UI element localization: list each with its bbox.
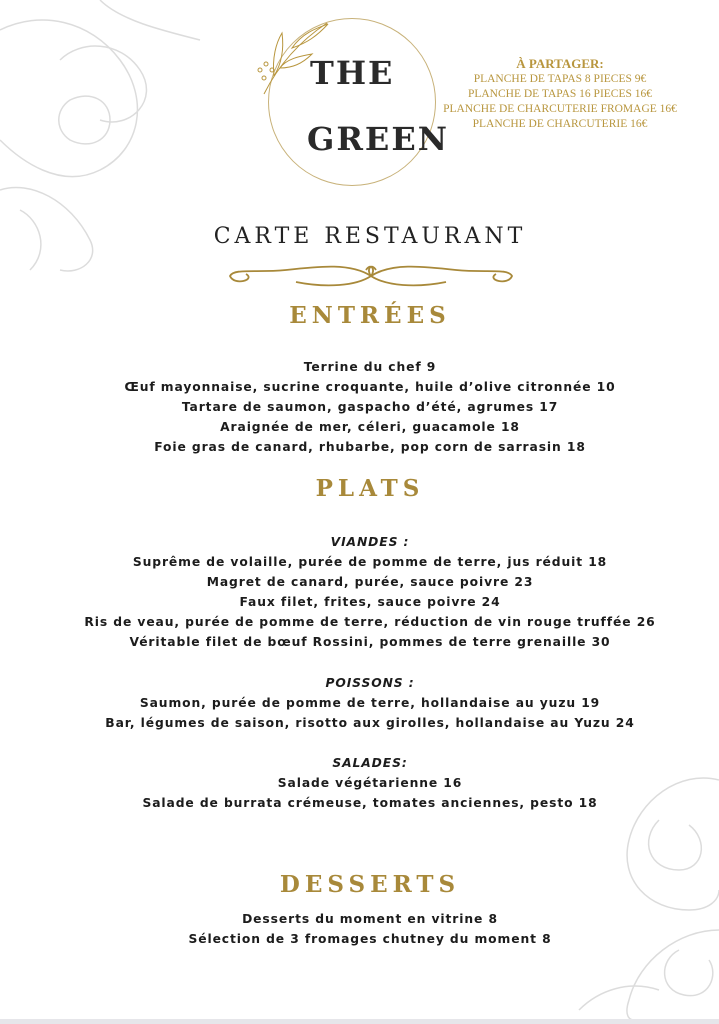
sharing-item: PLANCHE DE TAPAS 16 PIECES 16€ [467, 88, 653, 100]
menu-item: Desserts du moment en vitrine 8 [242, 912, 498, 926]
entrees-list [0, 357, 719, 457]
menu-item: Terrine du chef 9 [303, 360, 437, 374]
menu-item: Salade végétarienne 16 [277, 775, 463, 790]
heading-entrees: ENTRÉES [289, 302, 451, 329]
sharing-heading: À PARTAGER: [516, 56, 604, 71]
menu-item: Salade de burrata crémeuse, tomates anciennes, pesto 18 [142, 796, 598, 811]
subheading-poissons: POISSONS : [325, 675, 415, 690]
page-title: CARTE RESTAURANT [213, 224, 527, 249]
page-bottom-edge [0, 1019, 719, 1024]
menu-item: Saumon, purée de pomme de terre, hollandaise au yuzu 19 [139, 695, 601, 710]
menu-item: Bar, légumes de saison, risotto aux girolles, hollandaise au Yuzu 24 [105, 715, 635, 730]
subheading-viandes: VIANDES : [330, 535, 410, 549]
sharing-item: PLANCHE DE TAPAS 8 PIECES 9€ [473, 73, 647, 85]
menu-item: Araignée de mer, céleri, guacamole 18 [220, 420, 520, 435]
menu-item: Véritable filet de bœuf Rossini, pommes de terre grenaille 30 [129, 635, 611, 650]
logo-the: THE [310, 54, 395, 92]
menu-item: Œuf mayonnaise, sucrine croquante, huile d’olive citronnée 10 [124, 380, 616, 395]
menu-item: Suprême de volaille, purée de pomme de terre, jus réduit 18 [132, 555, 608, 570]
menu-item: Foie gras de canard, rhubarbe, pop corn de sarrasin 18 [154, 440, 586, 455]
heading-plats: PLATS [315, 475, 425, 502]
sharing-item: PLANCHE DE CHARCUTERIE 16€ [472, 118, 648, 130]
desserts-list [0, 909, 719, 949]
plats-list [0, 532, 719, 813]
heading-desserts: DESSERTS [279, 871, 461, 898]
sharing-section [440, 56, 680, 132]
menu-item: Ris de veau, purée de pomme de terre, réduction de vin rouge truffée 26 [84, 615, 656, 630]
subheading-salades: SALADES: [332, 755, 408, 770]
sharing-item: PLANCHE DE CHARCUTERIE FROMAGE 16€ [443, 103, 677, 115]
logo-green: GREEN [307, 120, 449, 158]
menu-item: Sélection de 3 fromages chutney du moment 8 [188, 932, 552, 947]
ornament-divider-icon [226, 258, 516, 294]
menu-item: Tartare de saumon, gaspacho d’été, agrumes 17 [181, 400, 559, 415]
menu-item: Faux filet, frites, sauce poivre 24 [239, 595, 501, 610]
menu-item: Magret de canard, purée, sauce poivre 23 [206, 575, 534, 590]
